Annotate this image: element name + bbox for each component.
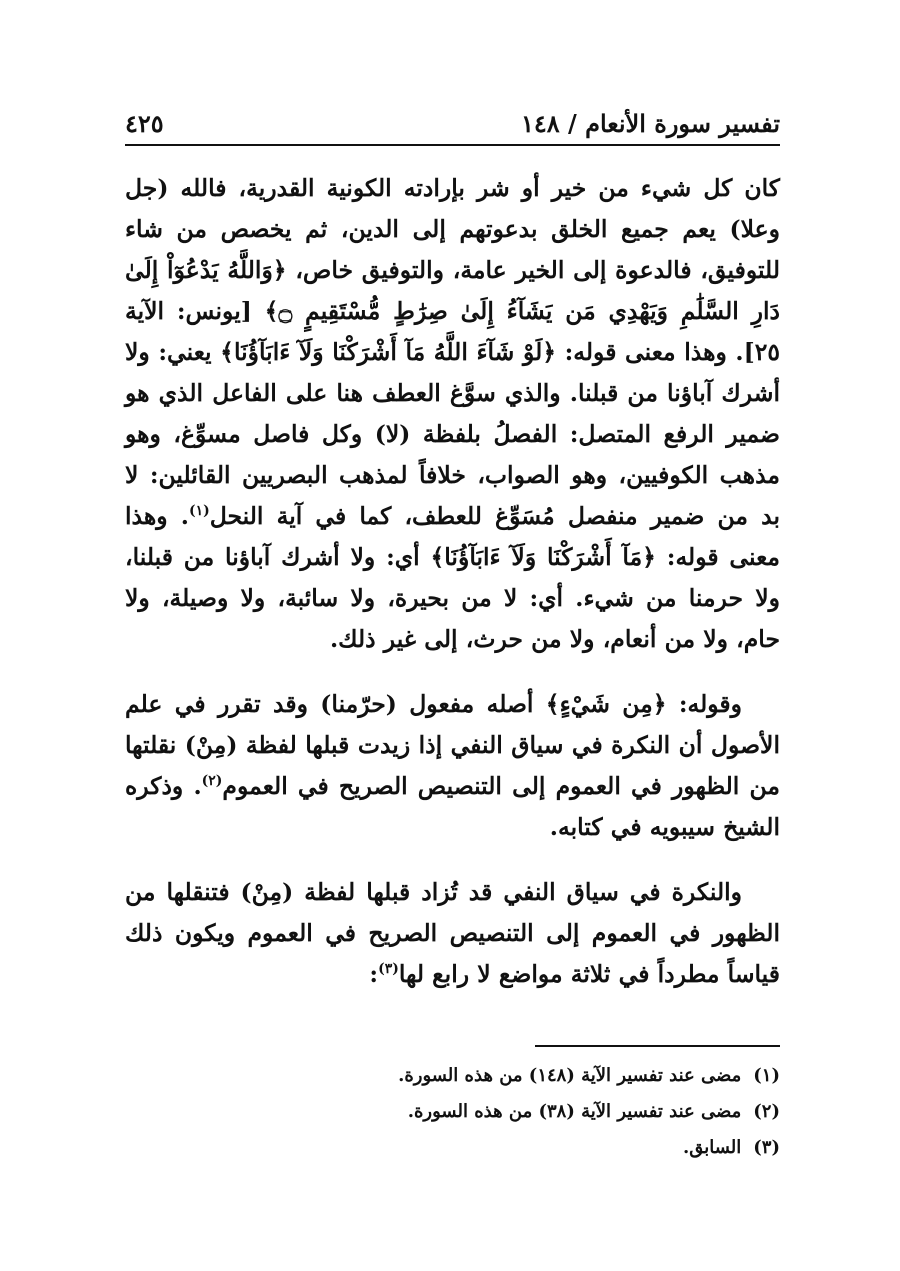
footnote-text-1: مضى عند تفسير الآية (١٤٨) من هذه السورة. (398, 1065, 742, 1086)
paragraph-3-text-2: : (369, 960, 379, 988)
footnote-text-3: السابق. (682, 1137, 742, 1158)
footnotes (125, 1058, 780, 1166)
footnote-3 (125, 1130, 780, 1166)
main-text (125, 168, 780, 995)
paragraph-2 (125, 684, 780, 848)
footnote-divider (535, 1045, 780, 1047)
page-header (125, 100, 780, 146)
paragraph-1-text-1: كان كل شيء من خير أو شر بإرادته الكونية القدرية، فالله (جل وعلا) يعم جميع الخلق بدعوتهم إلى الدين، ثم يخصص من شاء للتوفيق، فالدعوة إلى الخير عامة، والتوفيق خاص، ﴿وَاللَّهُ يَدْعُوٓاْ إِلَىٰ دَارِ السَّلَٰمِ وَيَهْدِي مَن يَشَآءُ إِلَىٰ صِرَٰطٍ مُّسْتَقِيمٍ ۝﴾ [يونس: الآية ٢٥]. وهذا معنى قوله: ﴿لَوْ شَآءَ اللَّهُ مَآ أَشْرَكْنَا وَلَآ ءَابَآؤُنَا﴾ يعني: ولا أشرك آباؤنا من قبلنا. والذي سوَّغ العطف هنا على الفاعل الذي هو ضمير الرفع المتصل: الفصلُ بلفظة (لا) وكل فاصل مسوِّغ، وهو مذهب الكوفيين، وهو الصواب، خلافاً لمذهب البصريين القائلين: لا بد من ضمير منفصل مُسَوِّغ للعطف، كما في آية النحل (125, 174, 780, 530)
paragraph-3 (125, 872, 780, 995)
paragraph-2-text-1: وقوله: ﴿مِن شَيْءٍ﴾ أصله مفعول (حرّمنا) وقد تقرر في علم الأصول أن النكرة في سياق النفي إذا زيدت قبلها لفظة (مِنْ) نقلتها من الظهور في العموم إلى التنصيص الصريح في العموم (125, 690, 780, 800)
footnote-ref-1: (١) (188, 503, 210, 520)
footnote-1 (125, 1058, 780, 1094)
footnote-number-3: (٣) (753, 1137, 780, 1158)
footnote-2 (125, 1094, 780, 1130)
paragraph-1 (125, 168, 780, 660)
footnote-number-1: (١) (753, 1065, 780, 1086)
paragraph-2-text-2: . وذكره الشيخ سيبويه في كتابه. (125, 772, 780, 841)
running-title: تفسير سورة الأنعام / ١٤٨ (520, 109, 780, 138)
paragraph-3-text-1: والنكرة في سياق النفي قد تُزاد قبلها لفظة (مِنْ) فتنقلها من الظهور في العموم إلى التنصيص الصريح في العموم ويكون ذلك قياساً مطرداً في ثلاثة مواضع لا رابع لها (125, 878, 780, 988)
page-number: ٤٢٥ (125, 109, 164, 138)
footnote-ref-2: (٢) (201, 773, 223, 790)
footnote-ref-3: (٣) (378, 961, 399, 978)
footnote-number-2: (٢) (753, 1101, 780, 1122)
footnote-text-2: مضى عند تفسير الآية (٣٨) من هذه السورة. (407, 1101, 742, 1122)
paragraph-1-text-2: . وهذا معنى قوله: ﴿مَآ أَشْرَكْنَا وَلَآ ءَابَآؤُنَا﴾ أي: ولا أشرك آباؤنا من قبلنا، ولا حرمنا من شيء. أي: لا من بحيرة، ولا سائبة، ولا وصيلة، ولا حام، ولا من أنعام، ولا من حرث، إلى غير ذلك. (125, 502, 780, 653)
